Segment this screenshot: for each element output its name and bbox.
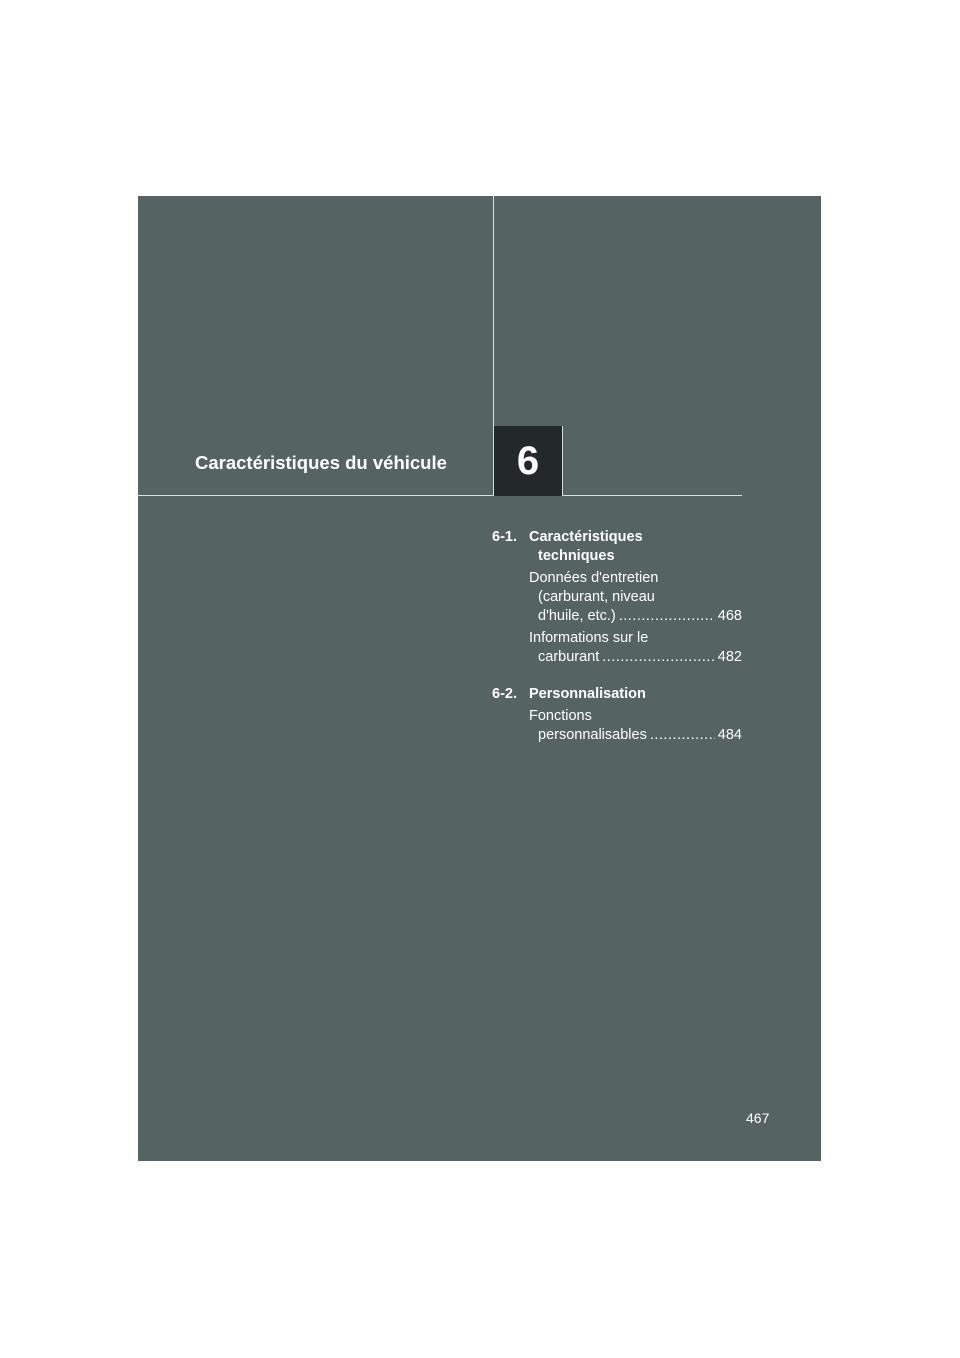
toc-entry-last-text: carburant (538, 649, 600, 665)
toc-entry-line1: Données d'entretien (529, 570, 659, 586)
toc-section-6-2 (492, 685, 742, 745)
toc-entry-last-line (529, 726, 742, 745)
toc-section-number: 6-2. (492, 686, 517, 702)
toc-entry[interactable] (529, 569, 742, 626)
toc-leader-dots (619, 607, 715, 626)
toc-section-title-line1: Personnalisation (529, 686, 646, 702)
toc-leader-dots (602, 648, 715, 667)
toc-entry-page: 468 (717, 608, 742, 624)
toc-section-title-line2: techniques (538, 548, 615, 564)
toc-entry-last-text: d'huile, etc.) (538, 608, 616, 624)
toc-entry-last-text: personnalisables (538, 727, 647, 743)
toc-entry-page: 484 (717, 727, 742, 743)
toc-entry-last-line (529, 648, 742, 667)
toc-leader-dots (650, 726, 715, 745)
toc-entry-line1: Informations sur le (529, 630, 649, 646)
toc-section-heading[interactable] (492, 685, 742, 704)
toc-section-6-1 (492, 528, 742, 667)
toc-entry[interactable] (529, 629, 742, 667)
chapter-title: Caractéristiques du véhicule (195, 452, 447, 473)
chapter-number: 6 (516, 438, 540, 483)
chapter-number-box (493, 426, 563, 496)
toc-section-title (529, 685, 742, 704)
toc-entry[interactable] (529, 707, 742, 745)
toc-section-title-line1: Caractéristiques (529, 529, 643, 545)
toc-entry-line1: Fonctions (529, 708, 592, 724)
toc-entry-page: 482 (717, 649, 742, 665)
toc-entry-last-line (529, 607, 742, 626)
toc-section-heading[interactable] (492, 528, 742, 566)
horizontal-divider (138, 495, 742, 496)
vertical-divider (493, 196, 494, 426)
toc-entry-line2: (carburant, niveau (538, 589, 655, 605)
toc-section-title (529, 528, 742, 566)
page-number: 467 (746, 1110, 770, 1126)
toc-section-number: 6-1. (492, 529, 517, 545)
table-of-contents (492, 528, 742, 757)
